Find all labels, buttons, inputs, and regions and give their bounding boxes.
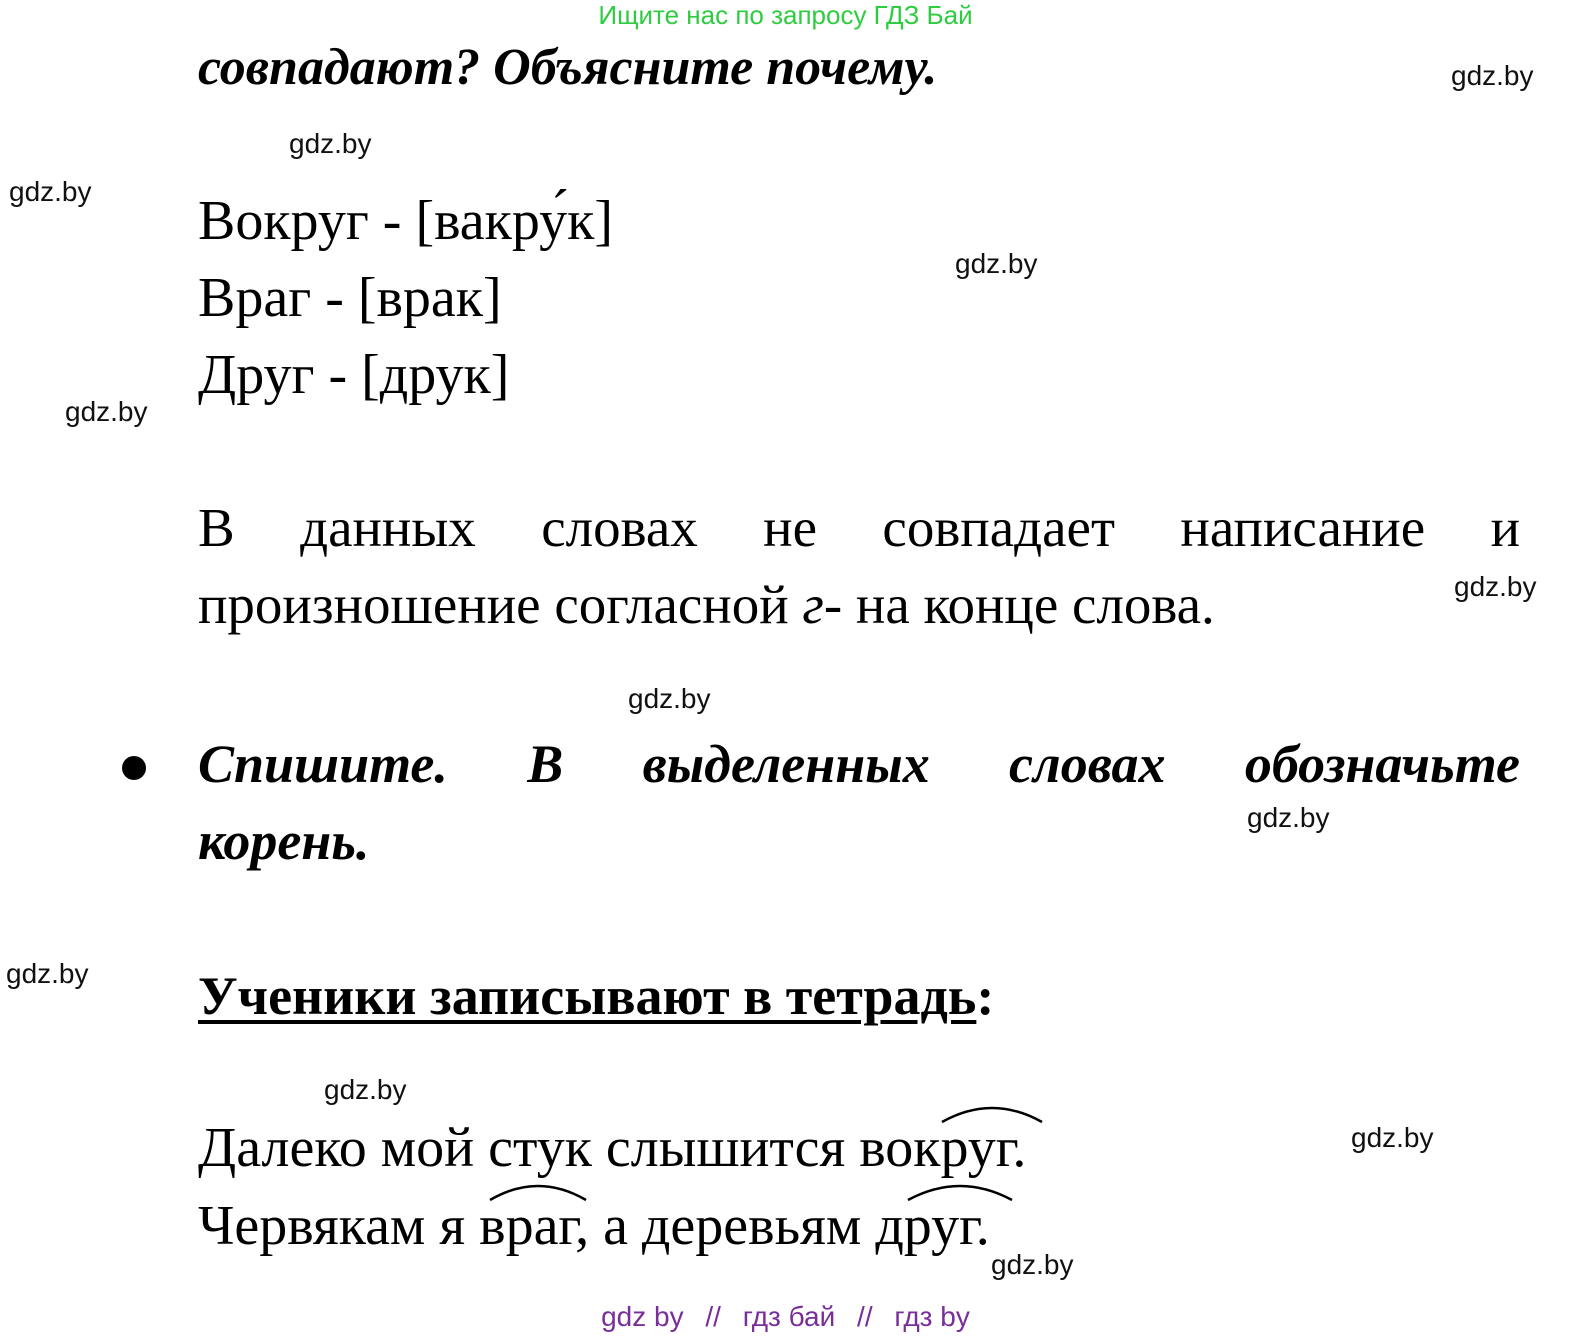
footer-link[interactable]: гдз by <box>894 1301 970 1332</box>
watermark: gdz.by <box>1351 1122 1434 1153</box>
top-banner <box>0 0 1571 30</box>
watermark: gdz.by <box>9 176 92 207</box>
transcription-sound: [врак] <box>357 267 502 329</box>
verse-text: . <box>1012 1117 1027 1179</box>
verse-text: Далеко мой стук слышится <box>198 1117 860 1179</box>
task-line-2: корень. <box>198 811 370 871</box>
verse-text: , а деревьям <box>575 1195 876 1257</box>
explanation-letter: г <box>802 574 824 635</box>
root-word-drug: друг <box>875 1195 976 1257</box>
explanation-word: словах <box>541 497 698 558</box>
watermark: gdz.by <box>628 683 711 714</box>
transcription-dash: - <box>325 267 344 329</box>
banner-text: Ищите нас по запросу ГДЗ Бай <box>598 0 973 30</box>
verse-text: . <box>975 1195 990 1257</box>
root-word-vrag: враг <box>479 1195 576 1257</box>
transcription-word: Вокруг <box>198 190 369 252</box>
footer-link[interactable]: гдз бай <box>742 1301 836 1332</box>
section-title: Ученики записывают в тетрадь <box>198 966 977 1026</box>
task-word: Спишите. <box>198 734 448 794</box>
explanation-word: и <box>1490 497 1520 558</box>
task-word: выделенных <box>642 734 930 794</box>
explanation-line-1 <box>198 496 1520 560</box>
explanation-word: написание <box>1180 497 1426 558</box>
transcription-line <box>198 189 613 253</box>
watermark: gdz.by <box>65 396 148 427</box>
watermark: gdz.by <box>324 1074 407 1105</box>
watermark: gdz.by <box>289 128 372 159</box>
task-line-1 <box>198 731 1520 797</box>
explanation-text: - на конце слова. <box>823 574 1215 635</box>
watermark: gdz.by <box>991 1249 1074 1280</box>
watermark: gdz.by <box>1451 60 1534 91</box>
footer-separator: // <box>705 1301 721 1332</box>
watermark: gdz.by <box>1454 571 1537 602</box>
watermark: gdz.by <box>6 958 89 989</box>
footer-link[interactable]: gdz by <box>601 1301 684 1332</box>
explanation-line-2 <box>198 573 1215 637</box>
transcription-sound: [вакру́к] <box>415 190 613 252</box>
task-word: В <box>527 734 564 794</box>
root-word-vokrug: вокруг <box>859 1117 1013 1179</box>
verse-line-1 <box>198 1116 1026 1180</box>
task-word: словах <box>1009 734 1166 794</box>
question-heading: совпадают? Объясните почему. <box>198 39 938 96</box>
transcription-line <box>198 343 509 407</box>
section-colon: : <box>976 966 995 1026</box>
footer-separator: // <box>857 1301 873 1332</box>
task-word: обозначьте <box>1244 734 1520 794</box>
explanation-word: данных <box>300 497 476 558</box>
root-arc-vokrug <box>938 1100 1046 1126</box>
transcription-sound: [друк] <box>361 344 510 406</box>
section-heading <box>198 963 994 1029</box>
watermark: gdz.by <box>955 248 1038 279</box>
explanation-word: не <box>763 497 817 558</box>
explanation-word: В <box>198 497 235 558</box>
root-arc-drug <box>904 1178 1016 1204</box>
explanation-word: совпадает <box>882 497 1115 558</box>
transcription-line <box>198 266 502 330</box>
transcription-word: Враг <box>198 267 312 329</box>
root-arc-vrag <box>486 1178 590 1204</box>
footer-links <box>0 1300 1571 1334</box>
transcription-dash: - <box>328 344 348 406</box>
verse-text: Червякам я <box>198 1195 480 1257</box>
watermark: gdz.by <box>1247 802 1330 833</box>
transcription-word: Друг <box>198 344 315 406</box>
bullet-dot <box>122 756 146 780</box>
verse-line-2 <box>198 1194 990 1258</box>
transcription-dash: - <box>382 190 402 252</box>
explanation-text: произношение согласной <box>198 574 803 635</box>
